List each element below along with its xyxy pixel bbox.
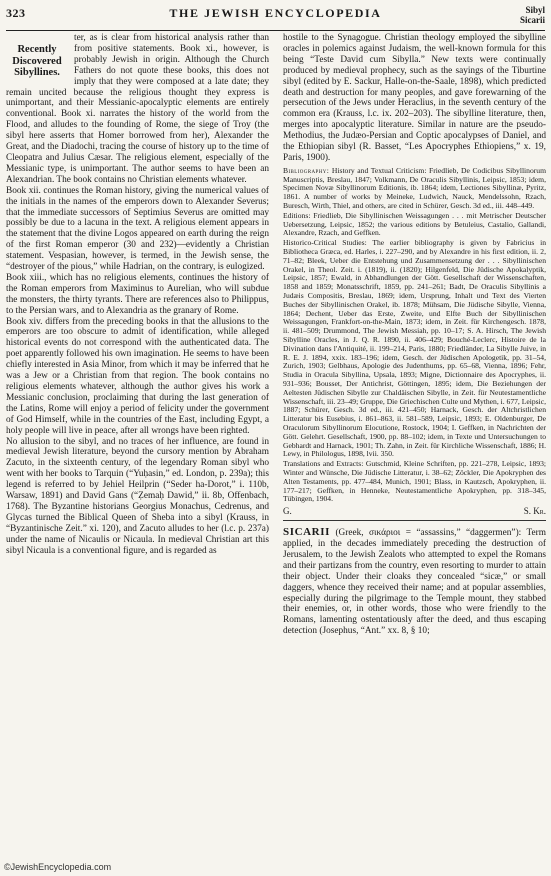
paragraph-book-xiii: Book xiii., which has no religious elements, continues the history of the Roman emperors from Maximinus to Aurelian, who will subdue the monsters, the thirty tyrants. There are references also to Philippus, to the Persian wars, and to Alexandria as the granary of Rome. <box>6 272 269 316</box>
running-head-first: Sibyl <box>525 5 545 15</box>
left-column <box>6 33 269 853</box>
side-heading: Recently Discovered Sibyllines. <box>12 44 62 78</box>
paragraph-christian-theology: hostile to the Synagogue. Christian theology employed the sibylline oracles in polemics against Judaism, the well-known formula for this being “Teste David cum Sibylla.” New texts were continually produced by medieval prophecy, such as the sayings of the Tiburtine sibyl (edited by E. Sackur, Halle-on-the-Saale, 1898), which predicted death and destruction for many peoples, and gave forewarning of the persecution of the Jews under Heraclius, in the seventh century of the common era (Krauss, l.c. ix. 202–203). The sibylline literature, then, merges into apocalyptic literature. Similar in nature are the pseudo-Methodius, the Judæo-Persian and Coptic apocalypses of Daniel, and the Ethiopian sibyl (R. Basset, “Les Apocryphes Ethiopiens,” x. 19, Paris, 1900). <box>283 33 546 163</box>
author-signature <box>283 506 546 517</box>
entry-sicarii <box>283 527 546 637</box>
entry-title: SICARII <box>283 526 330 539</box>
signature-right: S. Kr. <box>523 506 546 517</box>
entry-text: (Greek, σικάριοι = “assassins,” “daggermen”): Term applied, in the decades immediately preceding the destruction of Jerusalem, to the Jewish Zealots who attempted to expel the Romans and their partizans from the country, even resorting to murder to attain their object. Under their cloaks they concealed “sicæ,” or small daggers, whence they received their name; and at popular assemblies, especially during the pilgrimage to the Temple mount, they stabbed their enemies, or, in other words, those who were friendly to the Romans, lamenting ostentatiously after the deed, and thus escaping detection (Josephus, “Ant.” xx. 8, § 10; <box>283 528 546 637</box>
bibliography-history <box>283 167 546 211</box>
page-number: 323 <box>6 6 26 20</box>
paragraph-book-xii: Book xii. continues the Roman history, giving the numerical values of the initials in the names of the emperors down to Alexander Severus; that the immediate successors of Septimius Severus are omitted may possibly be due to a lacuna in the text. A religious element appears in the statement that the divine Logos appeared on earth during the reign of the first Roman emperor (30 and 232)—evidently a Christian statement. Vespasian, however, is termed, in the Jewish sense, the “destroyer of the pious,” while Hadrian, on the contrary, is eulogized. <box>6 185 269 273</box>
signature-left: G. <box>283 506 292 517</box>
bibliography <box>283 167 546 504</box>
bibliography-editions: Editions: Friedlieb, Die Sibyllinischen Weissagungen . . . mit Metrischer Deutscher Uebersetzung, Leipsic, 1852; the various editions by Betuleius, Castalio, Gallandi, Alexandre, Rzach, and Geffken. <box>283 210 546 238</box>
running-head-last: Sicarii <box>520 15 545 25</box>
paragraph-continuation: ter, as is clear from historical analysis rather than from positive statements. Book xi., however, is probably Jewish in origin. Although the Church Fathers do not quote these books, this does not imply that they were composed at a late date; they remain uncited because the religious thought they express is unimportant, and their Messianic-apocalyptic elements are entirely conventional. Book xi. narrates the history of the world from the Flood, and alludes to the founding of Rome, the siege of Troy (the sibyl here asserts that Homer borrowed from her), Alexander the Great, and the Diadochi, tracing the course of history up to the time of Cleopatra and Julius Cæsar. The religious element, especially of the Messianic type, is unimportant. The author seems to have been an Alexandrian. The book contains no Christian elements whatever. <box>6 33 269 185</box>
bibliography-translations: Translations and Extracts: Gutschmid, Kleine Schriften, pp. 221–278, Leipsic, 1893; Winter and Wünsche, Die Jüdische Litteratur, i. 38–62; Zöckler, Die Apokryphen des Alten Testaments, pp. 477–484, Munich, 1901; Blass, in Kautzsch, Apokryphen, ii. 177–217; Geffken, in Henneke, Neutestamentliche Apokryphen, pp. 318–345, Tübingen, 1904. <box>283 459 546 504</box>
paragraph-book-xiv: Book xiv. differs from the preceding books in that the allusions to the emperors are too obscure to admit of identification, while alleged historical events do not correspond with the authenticated data. The poet apparently followed his own imagination. He seems to have been chiefly interested in Asia Minor, from which it may be inferred that he was a Jew or a Christian from that region. The book contains no religious elements whatever, although the author gives his work a Messianic conclusion, proclaiming that during the last generation of the Latins, Rome will enjoy a period of felicity under the government of God Himself, while in the countries of the East, including Egypt, a holy people will live in peace, after all wrongs have been righted. <box>6 316 269 436</box>
section-divider <box>283 520 546 521</box>
paragraph-medieval: No allusion to the sibyl, and no traces of her influence, are found in medieval Jewish literature, beyond the cursory mention by Abraham Zacuto, in the sixteenth century, of the legendary Roman sibyl who went with her books to Tarquin (“Yuḥasin,” ed. London, p. 239a); this legend is referred to by Jehiel Heilprin (“Seder ha-Dorot,” i. 110b, Warsaw, 1891) and David Gans (“Ẓemaḥ Dawid,” ii. 8b, Offenbach, 1768). The Byzantine historians Georgius Monachus, Cedrenus, and Glycas turned the Biblical Queen of Sheba into a sibyl (Krauss, in “Byzantinische Zeit.” xi. 120), and Zacuto alludes to her (l.c. p. 237a) under the name of Nicaulis or Nicaula. In medieval Christian art this sibyl Nicaula is a conventional figure, and is regarded as <box>6 436 269 556</box>
source-credit: ©JewishEncyclopedia.com <box>4 862 112 872</box>
bibliography-label: Bibliography: <box>283 165 330 175</box>
bibliography-studies: Historico-Critical Studies: The earlier bibliography is given by Fabricius in Bibliotheca Græca, ed. Harles, i. 227–290, and by Alexandre in his first edition, ii. 2, 71–82; Bleek, Ueber die Entstehung und Zusammensetzung der . . . Sibyllinischen Orakel, in Theol. Zeit. i. (1819), ii. (1820); Hilgenfeld, Die Jüdische Apokalyptik, Leipsic, 1857; Ewald, in Abhandlungen der Gött. Gesellschaft der Wissenschaften, 1858 and 1859; Monatsschrift, 1859, pp. 241–261; Badt, De Oraculis Sibyllinis a Judæis Compositis, Breslau, 1869; idem, Ursprung, Inhalt und Text des Vierten Buches der Sibyllinischen Orakel, ib. 1878; Mühsam, Die Jüdische Sibylle, Vienna, 1864; Dechent, Ueber das Erste, Zweite, und Elfte Buch der Sibyllinischen Weissagungen, Frankfort-on-the-Main, 1873; idem, in Zeit. für Kirchengesch. 1878, ii. 481–509; Drummond, The Jewish Messiah, pp. 10–17; S. A. Hirsch, The Jewish Sibylline Oracles, in J. Q. R. 1890, ii. 406–429; Bouché-Leclerc, Histoire de la Divination dans l'Antiquité, ii. 199–214, Paris, 1880; Friedländer, La Sibylle Juive, in R. E. J. 1894, xxix. 183–196; idem, Gesch. der Jüdischen Apologetik, pp. 31–54, Zurich, 1903; Gelbhaus, Apologie des Judenthums, pp. 65–68, Vienna, 1896; Fehr, Studia in Oracula Sibyllina, Upsala, 1893; Migne, Dictionnaire des Apocryphes, ii. 931–936; Bousset, Der Antichrist, Göttingen, 1895; idem, Die Beziehungen der Aeltesten Jüdischen Sibylle zur Chaldäischen Sibylle, in Zeit. für Neutestamentliche Wissenschaft, iii. 23–49; Gruppe, Die Griechischen Culte und Mythen, i. 677, Leipsic, 1887; Schürer, Gesch. 3d ed., iii. 421–450; Harnack, Gesch. der Altchristlichen Litteratur bis Eusebius, i. 861–863, ii. 581–589, Leipsic, 1893; E. Oldenburger, De Oraculorum Sibyllinorum Elocutione, Rostock, 1904; I. Geffken, in Nachrichten der Gött. Gelehrt. Gesellschaft, 1900, pp. 88–102; idem, in Texte und Untersuchungen to Gebhardt and Harnack, 1901; Th. Zahn, in Zeit. für Kirchliche Wissenschaft, 1886; H. Lewy, in Philologus, 1898, lvii. 350. <box>283 238 546 459</box>
right-column <box>283 33 546 853</box>
page-header <box>6 4 545 31</box>
page-title: THE JEWISH ENCYCLOPEDIA <box>169 6 382 20</box>
running-head <box>520 5 545 25</box>
bibliography-history-text: History and Textual Criticism: Friedlieb, De Codicibus Sibyllinorum Manuscriptis, Breslau, 1847; Volkmann, De Oraculis Sibyllinis, Leipsic, 1853; idem, Specimen Novæ Sibyllinorum Editionis, ib. 1864; idem, Lectiones Sibyllinæ, Pyritz, 1861. A number of works by Meineke, Ludwich, Nauck, Mendelssohn, Rzach, Buresch, Wirth, Thiel, and others, are cited in Schürer, Gesch. 3d ed., iii. 448–449. <box>283 165 546 211</box>
